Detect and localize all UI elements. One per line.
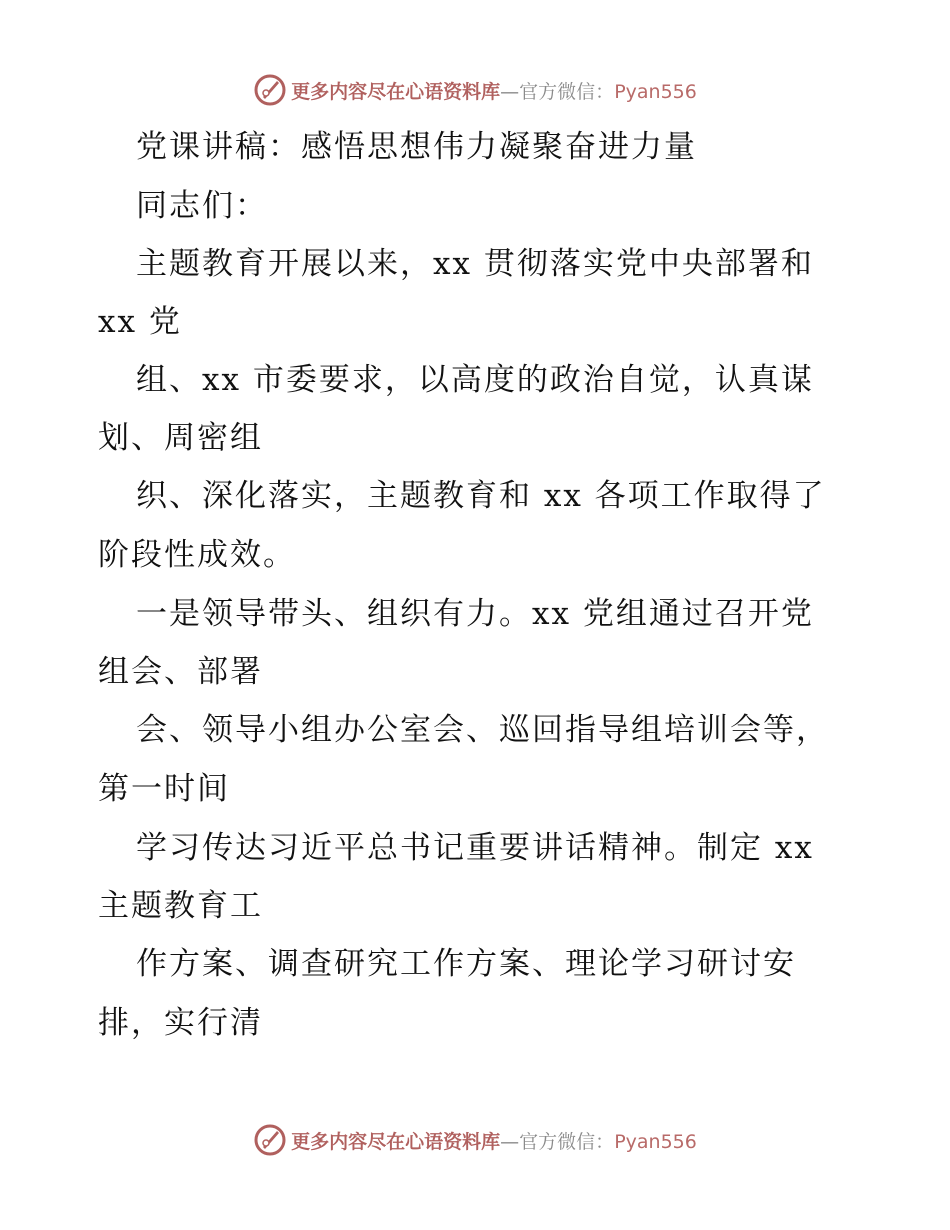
quill-logo-icon bbox=[253, 1123, 287, 1157]
watermark-separator: — bbox=[500, 80, 520, 103]
text-line: 作方案、调查研究工作方案、理论学习研讨安 bbox=[136, 946, 796, 982]
watermark-wechat-label: 官方微信： bbox=[519, 1130, 615, 1153]
text-line: 织、深化落实，主题教育和 xx 各项工作取得了 bbox=[136, 478, 826, 514]
watermark-wechat-account: Pyan556 bbox=[614, 80, 697, 103]
text-line: 主题教育开展以来，xx 贯彻落实党中央部署和 bbox=[136, 246, 814, 282]
document-title: 党课讲稿：感悟思想伟力凝聚奋进力量 bbox=[136, 129, 697, 165]
text-line: 组、xx 市委要求，以高度的政治自觉，认真谋 bbox=[136, 362, 814, 398]
watermark-text bbox=[291, 1127, 697, 1154]
text-line: 学习传达习近平总书记重要讲话精神。制定 xx bbox=[136, 830, 814, 866]
text-line: 组会、部署 bbox=[98, 654, 263, 690]
text-line: 排，实行清 bbox=[98, 1005, 263, 1041]
text-line: xx 党 bbox=[98, 304, 182, 340]
watermark-wechat-account: Pyan556 bbox=[614, 1130, 697, 1153]
watermark-separator: — bbox=[500, 1130, 520, 1153]
footer-watermark bbox=[0, 1120, 950, 1160]
text-line: 划、周密组 bbox=[98, 420, 263, 456]
text-line: 一是领导带头、组织有力。xx 党组通过召开党 bbox=[136, 596, 814, 632]
text-line: 阶段性成效。 bbox=[98, 537, 296, 573]
watermark-site-text: 更多内容尽在心语资料库 bbox=[291, 1130, 501, 1153]
text-line: 同志们： bbox=[136, 188, 268, 224]
watermark-site-text: 更多内容尽在心语资料库 bbox=[291, 80, 501, 103]
text-line: 第一时间 bbox=[98, 771, 230, 807]
watermark-wechat-label: 官方微信： bbox=[519, 80, 615, 103]
text-line: 主题教育工 bbox=[98, 888, 263, 924]
text-line: 会、领导小组办公室会、巡回指导组培训会等， bbox=[136, 712, 829, 748]
